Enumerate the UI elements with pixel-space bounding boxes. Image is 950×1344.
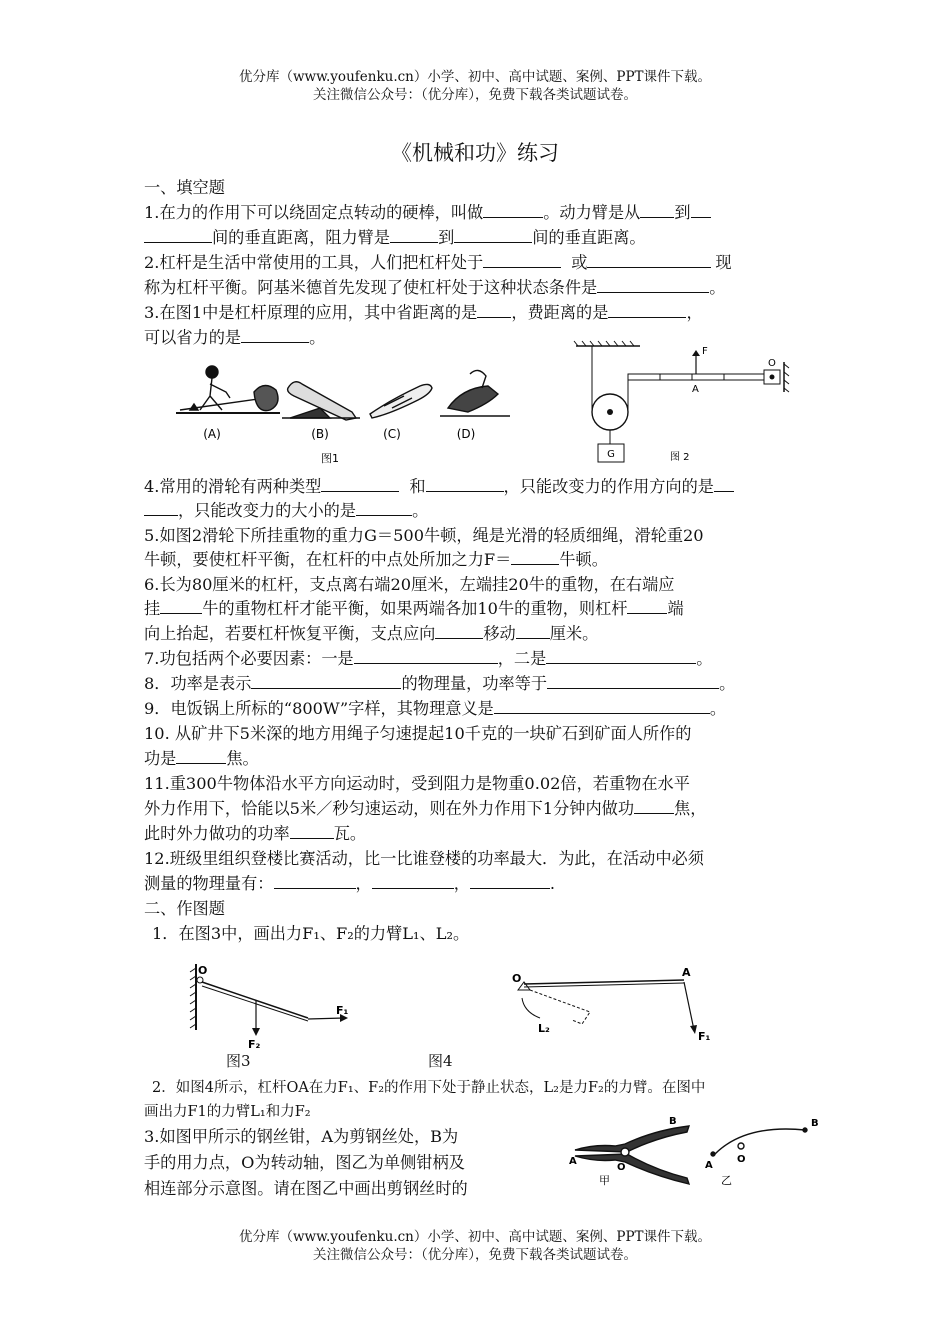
lever-bar	[628, 374, 764, 380]
figure-yi-label-b: B	[811, 1118, 819, 1129]
force-f1-arrow	[308, 1018, 344, 1019]
footer-line-2: 关注微信公众号：（优分库），免费下载各类试题试卷。	[313, 1247, 637, 1263]
figure-2-label-f: F	[702, 346, 708, 357]
question-1-line-2: 间的垂直距离，阻力臂是 到 间的垂直距离。	[144, 227, 646, 249]
pliers-jia	[575, 1126, 689, 1184]
figure-2	[570, 340, 800, 466]
question-11-line-1: 11.重300牛物体沿水平方向运动时，受到阻力是物重0.02倍，若重物在水平	[144, 774, 690, 793]
drawing-question-3-line-3: 相连部分示意图。请在图乙中画出剪钢丝时的	[144, 1179, 468, 1198]
header-line-1: 优分库（www.youfenku.cn）小学、初中、高中试题、案例、PPT课件下载。	[238, 69, 712, 85]
force-f1-arrow	[684, 982, 694, 1030]
question-5-line-2: 牛顿，要使杠杆平衡，在杠杆的中点处所加之力F＝ 牛顿。	[144, 550, 608, 569]
question-9: 9．电饭锅上所标的“800W”字样，其物理意义是 。	[144, 699, 727, 718]
figure-4-caption: 图4	[428, 1052, 453, 1070]
figure-1-label-d: (D)	[456, 427, 476, 441]
page-title: 《机械和功》练习	[391, 141, 559, 165]
question-10-line-2: 功是 焦。	[144, 749, 259, 768]
drawing-question-1: 1．在图3中，画出力F₁、F₂的力臂L₁、L₂。	[152, 924, 470, 943]
figure-3-label-f2: F₂	[248, 1038, 261, 1051]
figure-pliers-label-b: B	[669, 1116, 677, 1127]
section-heading-fill: 一、填空题	[144, 178, 225, 197]
figure-1-label-b: (B)	[311, 427, 329, 441]
question-11-line-3: 此时外力做功的功率 瓦。	[144, 824, 367, 843]
question-7: 7.功包括两个必要因素：一是 ，二是 。	[144, 649, 713, 668]
figure-4-label-a: A	[682, 968, 691, 979]
arm-l2	[530, 990, 590, 1024]
page-footer	[0, 1228, 950, 1264]
figure-pliers-label-a: A	[569, 1156, 577, 1167]
figure-2-label-a: A	[692, 384, 699, 395]
question-8: 8．功率是表示 的物理量，功率等于 。	[144, 674, 736, 693]
question-2-line-2: 称为杠杆平衡。阿基米德首先发现了使杠杆处于这种状态条件是 。	[144, 278, 726, 297]
figure-2-label-o: O	[768, 358, 776, 369]
drawing-question-2-line-2: 画出力F1的力臂L₁和力F₂	[144, 1104, 311, 1120]
figure-yi-label-o: O	[737, 1154, 746, 1165]
question-3-line-2: 可以省力的是 。	[144, 328, 326, 347]
figure-1-label-a: (A)	[203, 427, 221, 441]
figure-1-caption: 图1	[321, 452, 339, 465]
figure-3	[176, 958, 366, 1054]
drawing-question-3-line-2: 手的用力点，O为转动轴，图乙为单侧钳柄及	[144, 1153, 465, 1172]
figure-4	[508, 968, 718, 1048]
figure-1b-tool	[282, 382, 360, 420]
figure-3-caption: 图3	[226, 1052, 251, 1070]
question-6-line-3: 向上抬起，若要杠杆恢复平衡，支点应向 移动 厘米。	[144, 624, 599, 643]
question-4-line-1: 4.常用的滑轮有两种类型 和 ，只能改变力的作用方向的是	[144, 476, 734, 498]
figure-2-label-g: G	[607, 449, 615, 460]
figure-1	[170, 358, 530, 466]
figure-1d-tool	[440, 370, 510, 416]
figure-2-caption: 图 2	[670, 452, 690, 463]
question-6-line-1: 6.长为80厘米的杠杆，支点离右端20厘米，左端挂20牛的重物，在右端应	[144, 575, 675, 594]
header-line-2: 关注微信公众号：（优分库），免费下载各类试题试卷。	[313, 87, 637, 103]
figure-4-label-o: O	[512, 972, 522, 985]
question-1-line-1: 1.在力的作用下可以绕固定点转动的硬棒，叫做 。动力臂是从 到	[144, 202, 711, 224]
question-2-line-1: 2.杠杆是生活中常使用的工具，人们把杠杆处于 或 现	[144, 253, 732, 272]
lever-oa	[202, 982, 308, 1018]
figure-1c-tool	[370, 384, 432, 418]
drawing-question-3-line-1: 3.如图甲所示的钢丝钳，A为剪钢丝处，B为	[144, 1127, 459, 1146]
figure-yi-label-a: A	[705, 1160, 713, 1171]
question-5-line-1: 5.如图2滑轮下所挂重物的重力G＝500牛顿，绳是光滑的轻质细绳，滑轮重20	[144, 526, 704, 545]
question-12-line-1: 12.班级里组织登楼比赛活动，比一比谁登楼的功率最大．为此，在活动中必须	[144, 849, 704, 868]
figure-1a-person-lever	[176, 366, 280, 413]
question-6-line-2: 挂 牛的重物杠杆才能平衡，如果两端各加10牛的重物，则杠杆 端	[144, 599, 684, 618]
footer-line-1: 优分库（www.youfenku.cn）小学、初中、高中试题、案例、PPT课件下载。	[238, 1229, 712, 1245]
pliers-yi	[711, 1128, 807, 1156]
figure-pliers	[565, 1112, 835, 1194]
question-12-line-2: 测量的物理量有： ， ， .	[144, 874, 556, 893]
question-4-line-2: ，只能改变力的大小的是 。	[144, 500, 428, 522]
figure-4-label-f1: F₁	[698, 1030, 711, 1043]
figure-pliers-label-o: O	[617, 1162, 626, 1173]
figure-1-label-c: (C)	[383, 427, 401, 441]
question-10-line-1: 10. 从矿井下5米深的地方用绳子匀速提起10千克的一块矿石到矿面人所作的	[144, 724, 692, 743]
figure-3-label-f1: F₁	[336, 1004, 349, 1017]
figure-pliers-caption-yi: 乙	[721, 1174, 732, 1187]
section-heading-drawing: 二、作图题	[144, 899, 225, 918]
question-3-line-1: 3.在图1中是杠杆原理的应用，其中省距离的是 ，费距离的是 ，	[144, 303, 703, 322]
figure-3-label-o: O	[198, 964, 208, 977]
question-11-line-2: 外力作用下，恰能以5米／秒匀速运动，则在外力作用下1分钟内做功 焦，	[144, 799, 707, 818]
drawing-question-2-line-1: 2．如图4所示，杠杆OA在力F₁、F₂的作用下处于静止状态，L₂是力F₂的力臂。在图中	[152, 1080, 706, 1096]
figure-4-label-l2: L₂	[538, 1022, 550, 1035]
figure-pliers-caption-jia: 甲	[599, 1174, 610, 1187]
page-header	[0, 68, 950, 104]
